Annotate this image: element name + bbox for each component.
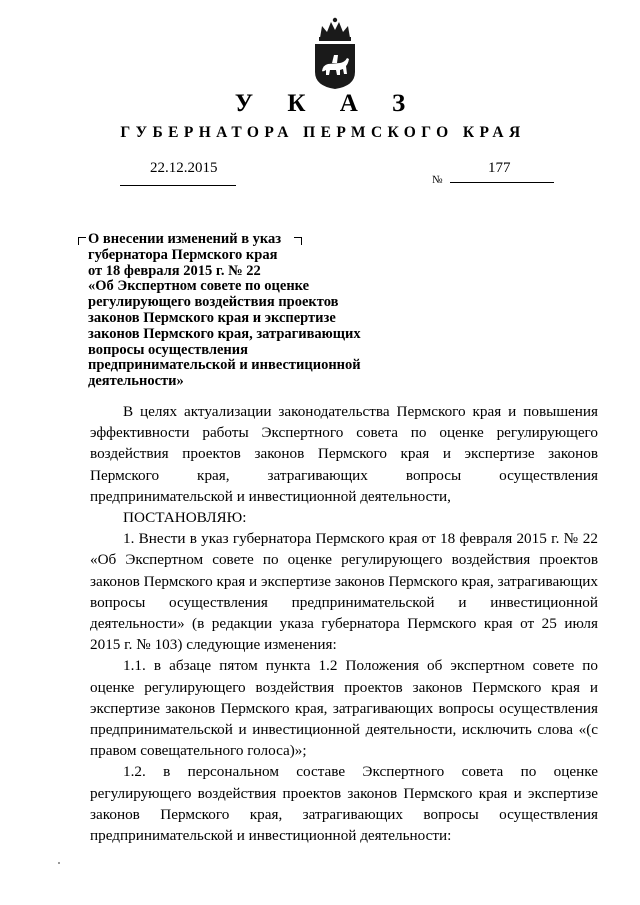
date-underline [120,185,236,186]
resolution-word: ПОСТАНОВЛЯЮ: [123,509,247,527]
coat-of-arms-icon [312,16,358,90]
issuer-title: ГУБЕРНАТОРА ПЕРМСКОГО КРАЯ [120,124,526,141]
subject-line: регулирующего воздействия проектов [88,294,339,311]
subject-line: от 18 февраля 2015 г. № 22 [88,262,261,279]
item-1-paragraph: 1. Внести в указ губернатора Пермского края от 18 февраля 2015 г. № 22 «Об Экспертном совете по оценке регулирующего воздействия проектов законов Пермского края и экспертизе законов Пермского края, затрагивающих вопросы осуществления предпринимательской и инвестиционной деятельности» (в редакции указа губернатора Пермского края от 25 июля 2015 г. № 103) следующие изменения: [90,530,598,654]
document-body [90,401,598,846]
document-date: 22.12.2015 [150,160,218,176]
number-underline [450,182,554,183]
subject-line: законов Пермского края, затрагивающих [88,325,361,342]
scan-speck [58,862,60,864]
document-type-title: У К А З [234,90,420,117]
subject-line: предпринимательской и инвестиционной [88,357,361,374]
subject-line: деятельности» [88,373,184,390]
item-1-1-paragraph: 1.1. в абзаце пятом пункта 1.2 Положения об экспертном совете по оценке регулирующего воздействия проектов законов Пермского края и экспертизе законов Пермского края, затрагивающих вопросы осуществления предпринимательской и инвестиционной деятельности, исключить слова «(с правом совещательного голоса)»; [90,657,598,760]
preamble-paragraph: В целях актуализации законодательства Пермского края и повышения эффективности работы Экспертного совета по оценке регулирующего воздействия проектов законов Пермского края и экспертизе законов Пермского края, затрагивающих вопросы осуществления предпринимательской и инвестиционной деятельности, [90,403,598,505]
subject-line: вопросы осуществления [88,341,248,358]
document-subject [88,232,388,390]
subject-line: «Об Экспертном совете по оценке [88,278,310,295]
subject-line: законов Пермского края и экспертизе [88,309,336,326]
item-1-2-paragraph: 1.2. в персональном составе Экспертного совета по оценке регулирующего воздействия проектов законов Пермского края и экспертизе законов Пермского края, затрагивающих вопросы осуществления предпринимательской и инвестиционной деятельности: [90,763,598,845]
subject-line: губернатора Пермского края [88,246,278,263]
subject-corner-mark-left [78,237,86,245]
subject-line: О внесении изменений в указ [88,231,282,247]
document-number: 177 [488,160,511,176]
number-label: № [432,174,443,186]
